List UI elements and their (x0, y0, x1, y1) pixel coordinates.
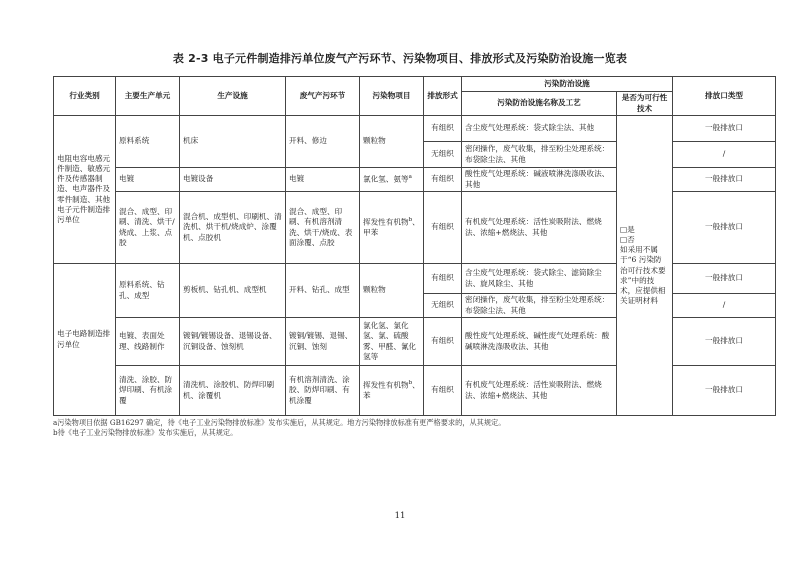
header-emission: 排放形式 (424, 77, 462, 116)
outlet-cell: 一般排放口 (673, 366, 776, 416)
pollutant-cell (360, 168, 424, 192)
table-title: 表 2-3 电子元件制造排污单位废气产污环节、污染物项目、排放形式及污染防治设施一览表 (172, 52, 628, 65)
facility-cell: 镀铜/镀锡设备、退锡设备、沉铜设备、蚀刻机 (180, 318, 286, 366)
link-cell: 有机溶剂清洗、涂胶、防焊印刷、有机涂覆 (286, 366, 360, 416)
header-facility: 生产设施 (180, 77, 286, 116)
control-cell: 酸性废气处理系统、碱性废气处理系统：酸碱喷淋洗涤吸收法、其他 (462, 318, 617, 366)
unit-cell: 混合、成型、印刷、清洗、烘干/烧成、上浆、点胶 (116, 192, 180, 264)
facility-cell: 剪板机、钻孔机、成型机 (180, 264, 286, 318)
header-outlet: 排放口类型 (673, 77, 776, 116)
link-cell: 混合、成型、印刷、有机溶剂清洗、烘干/烧成、表面涂覆、点胶 (286, 192, 360, 264)
page-number: 11 (394, 511, 406, 521)
unit-cell: 清洗、涂胶、防焊印刷、有机涂覆 (116, 366, 180, 416)
outlet-cell: / (673, 142, 776, 168)
emission-cell: 有组织 (424, 168, 462, 192)
pollutant-text: 挥发性有机物 (363, 380, 409, 390)
header-pollutant: 污染物项目 (360, 77, 424, 116)
footnote: b待《电子工业污染物排放标准》发布实施后，从其规定。 (53, 428, 238, 438)
facility-cell: 电镀设备 (180, 168, 286, 192)
header-link: 废气产污环节 (286, 77, 360, 116)
header-control-name: 污染防治设施名称及工艺 (462, 92, 617, 116)
unit-cell: 电镀、表面处理、线路制作 (116, 318, 180, 366)
facility-cell: 机床 (180, 116, 286, 168)
pollutant-tail: 、苯 (363, 380, 420, 400)
emission-cell: 有组织 (424, 116, 462, 142)
emission-cell: 有组织 (424, 192, 462, 264)
pollutant-cell: 氯化氢、氯化氢、氯、硫酸雾、甲醛、氰化氢等 (360, 318, 424, 366)
header-control: 污染防治设施 (462, 77, 673, 92)
control-cell: 酸性废气处理系统：碱液喷淋洗涤吸收法、其他 (462, 168, 617, 192)
control-cell: 含尘废气处理系统：袋式除尘、滤筒除尘法、旋风除尘、其他 (462, 264, 617, 294)
pollutant-cell (360, 366, 424, 416)
industry-cell: 电阻电容电感元件制造、敏感元件及传感器制造、电声器件及零件制造、其他电子元件制造排污单位 (54, 116, 116, 264)
pollution-table (53, 76, 776, 416)
link-cell: 开料、钻孔、成型 (286, 264, 360, 318)
footnote-marker: b (408, 217, 413, 224)
footnote-marker: b (408, 380, 413, 387)
facility-cell: 清洗机、涂胶机、防焊印刷机、涂覆机 (180, 366, 286, 416)
emission-cell: 有组织 (424, 318, 462, 366)
header-unit: 主要生产单元 (116, 77, 180, 116)
pollutant-text: 挥发性有机物 (363, 217, 409, 227)
outlet-cell: 一般排放口 (673, 192, 776, 264)
emission-cell: 有组织 (424, 366, 462, 416)
outlet-cell: 一般排放口 (673, 168, 776, 192)
outlet-cell: / (673, 294, 776, 318)
outlet-cell: 一般排放口 (673, 116, 776, 142)
footnote-marker: a (408, 174, 412, 181)
unit-cell: 原料系统 (116, 116, 180, 168)
control-cell: 含尘废气处理系统：袋式除尘法、其他 (462, 116, 617, 142)
pollutant-cell (360, 192, 424, 264)
unit-cell: 电镀 (116, 168, 180, 192)
facility-cell: 混合机、成型机、印刷机、清洗机、烘干机/烧成炉、涂覆机、点胶机 (180, 192, 286, 264)
header-feasible: 是否为可行性技术 (617, 92, 673, 116)
feasible-cell: □是 □否 如采用不属于“6 污染防治可行技术要求”中的技术，应提供相关证明材料 (617, 116, 673, 416)
emission-cell: 无组织 (424, 142, 462, 168)
link-cell: 镀铜/镀锡、退锡、沉铜、蚀刻 (286, 318, 360, 366)
footnotes (53, 418, 775, 439)
emission-cell: 有组织 (424, 264, 462, 294)
industry-cell: 电子电路制造排污单位 (54, 264, 116, 416)
outlet-cell: 一般排放口 (673, 264, 776, 294)
control-cell: 密闭操作，废气收集，排至粉尘处理系统：布袋除尘法、其他 (462, 294, 617, 318)
control-cell: 有机废气处理系统：活性炭吸附法、燃烧法、浓缩+燃烧法、其他 (462, 192, 617, 264)
link-cell: 电镀 (286, 168, 360, 192)
footnote: a污染物项目依据 GB16297 确定，待《电子工业污染物排放标准》发布实施后，从其规定。地方污染物排放标准有更严格要求的，从其规定。 (53, 418, 506, 427)
pollutant-cell: 颗粒物 (360, 264, 424, 318)
header-industry: 行业类别 (54, 77, 116, 116)
table-header-row (54, 77, 776, 92)
emission-cell: 无组织 (424, 294, 462, 318)
pollutant-cell: 颗粒物 (360, 116, 424, 168)
unit-cell: 原料系统、钻孔、成型 (116, 264, 180, 318)
pollutant-text: 氯化氢、氨等 (363, 174, 409, 184)
outlet-cell: 一般排放口 (673, 318, 776, 366)
control-cell: 有机废气处理系统：活性炭吸附法、燃烧法、浓缩+燃烧法、其他 (462, 366, 617, 416)
control-cell: 密闭操作，废气收集，排至粉尘处理系统：布袋除尘法、其他 (462, 142, 617, 168)
link-cell: 开料、修边 (286, 116, 360, 168)
pollutant-tail: 、甲苯 (363, 217, 420, 237)
table-row (54, 116, 776, 142)
